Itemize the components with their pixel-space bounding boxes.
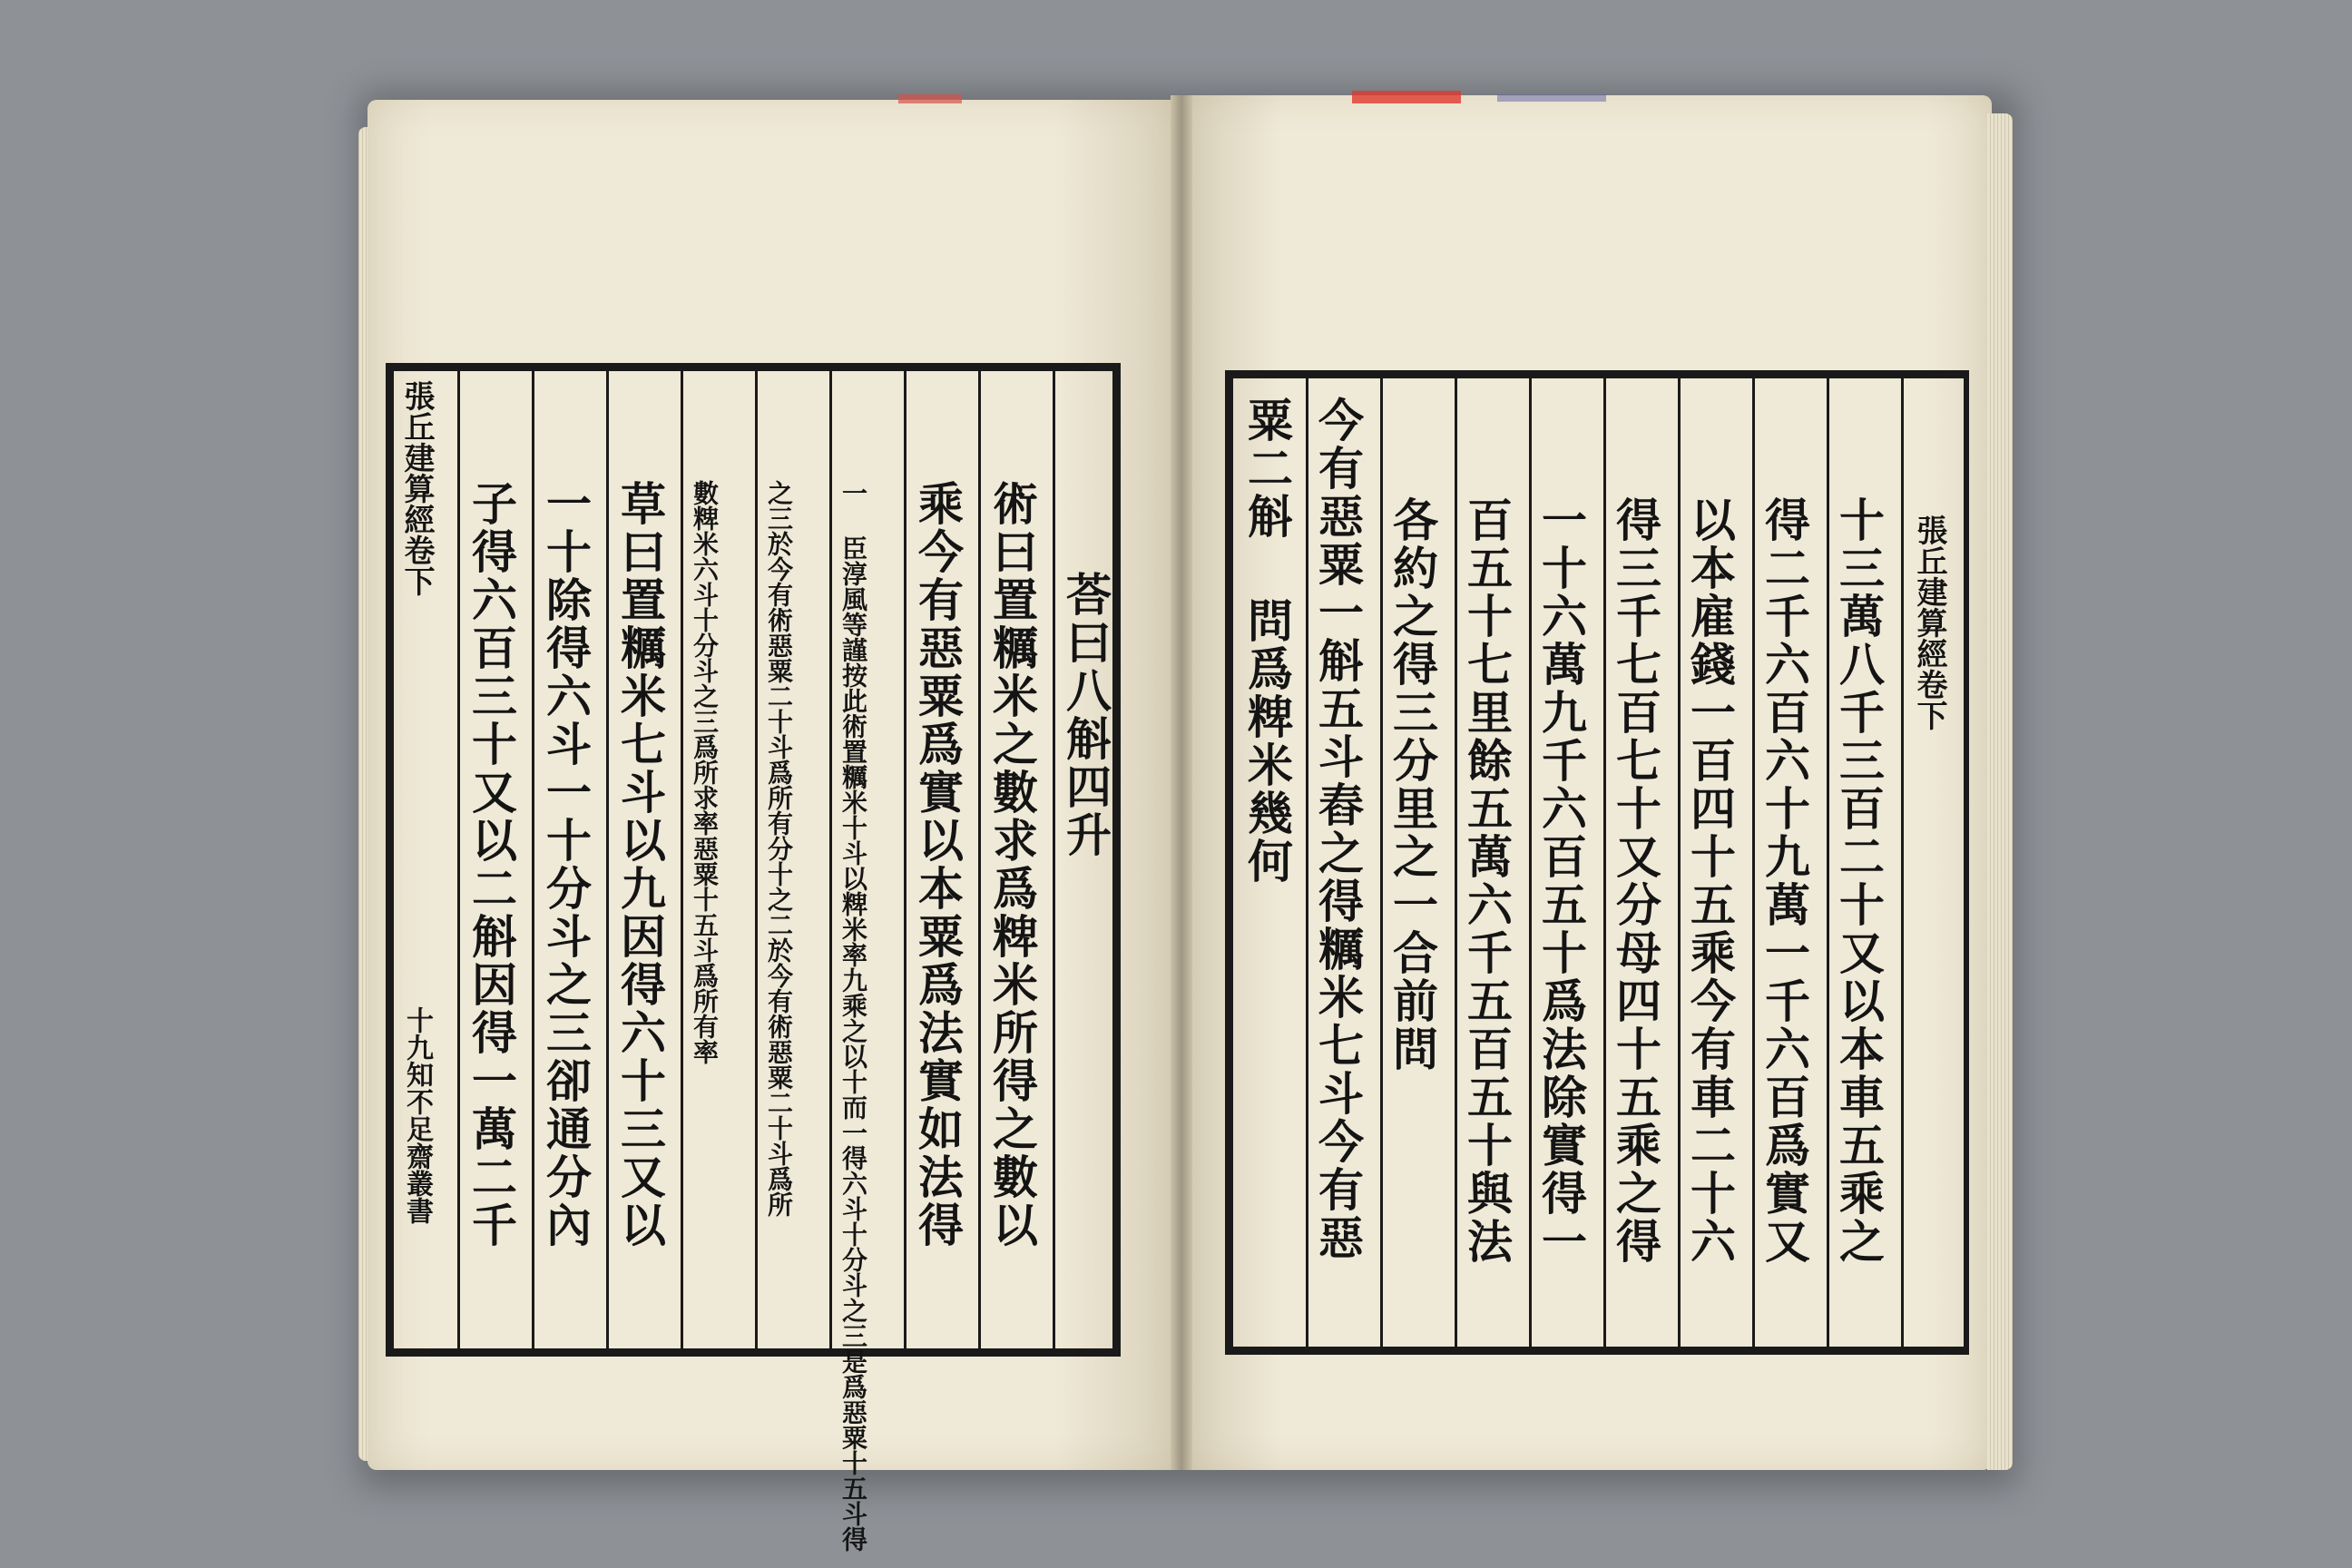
column-rule	[532, 371, 534, 1348]
book-gutter	[1171, 95, 1192, 1470]
text-column: 一十除得六斗一十分斗之三卻通分內	[539, 480, 593, 1250]
text-column-note: 數粺米六斗十分斗之三爲所求率惡粟十五斗爲所有率	[690, 480, 720, 1064]
column-rule	[1752, 378, 1755, 1347]
seal-stamp-right	[1352, 91, 1461, 103]
column-rule	[1380, 378, 1383, 1347]
text-column-note: 一 臣淳風等謹按此術置糲米十斗以粺米率九乘之以十而一得六斗十分斗之三是爲惡粟十五斗得	[838, 480, 868, 1552]
right-text-frame	[1225, 370, 1969, 1355]
column-rule	[1901, 378, 1904, 1347]
text-column: 得二千六百六十九萬一千六百爲實又	[1758, 496, 1811, 1266]
text-column: 百五十七里餘五萬六千五百五十與法	[1460, 496, 1514, 1266]
column-rule	[1529, 378, 1532, 1347]
text-column: 各約之得三分里之一合前問	[1386, 496, 1439, 1073]
column-rule	[755, 371, 758, 1348]
text-column: 今有惡粟一斛五斗舂之得糲米七斗今有惡	[1311, 397, 1365, 1262]
text-column: 得三千七百七十又分母四十五乘之得	[1609, 496, 1662, 1266]
text-column: 草曰置糲米七斗以九因得六十三又以	[613, 480, 667, 1250]
text-column: 子得六百三十又以二斛因得一萬二千	[465, 480, 518, 1250]
text-column: 荅曰八斛四升	[1059, 571, 1112, 859]
column-rule	[457, 371, 460, 1348]
left-margin-title: 張丘建算經卷下	[398, 380, 435, 596]
text-column: 術曰置糲米之數求爲粺米所得之數以	[985, 480, 1039, 1250]
column-rule	[1053, 371, 1055, 1348]
column-rule	[1306, 378, 1308, 1347]
column-rule	[1455, 378, 1457, 1347]
left-text-frame	[386, 363, 1121, 1552]
column-rule	[1603, 378, 1606, 1347]
seal-stamp-right-blue	[1497, 94, 1606, 102]
column-rule	[1678, 378, 1681, 1347]
column-rule	[681, 371, 683, 1348]
column-rule	[978, 371, 981, 1348]
column-rule	[829, 371, 832, 1348]
column-rule	[904, 371, 906, 1348]
text-column: 粟二斛 問爲粺米幾何	[1240, 397, 1294, 886]
text-column-note: 之三於今有術惡粟二十斗爲所有分十之二於今有術惡粟二十斗爲所	[764, 480, 794, 1217]
left-margin-footer: 十九知不足齋叢書	[401, 1006, 433, 1224]
right-page-edges	[1987, 113, 2013, 1470]
text-column: 乘今有惡粟爲實以本粟爲法實如法得	[911, 480, 965, 1250]
text-column: 以本雇錢一百四十五乘今有車二十六	[1683, 496, 1737, 1266]
column-rule	[1827, 378, 1829, 1347]
text-column: 十三萬八千三百二十又以本車五乘之	[1832, 496, 1886, 1266]
text-column: 一十六萬九千六百五十爲法除實得一	[1534, 496, 1588, 1266]
right-margin-title: 張丘建算經卷下	[1911, 514, 1947, 730]
seal-stamp-left	[898, 94, 962, 103]
column-rule	[606, 371, 609, 1348]
